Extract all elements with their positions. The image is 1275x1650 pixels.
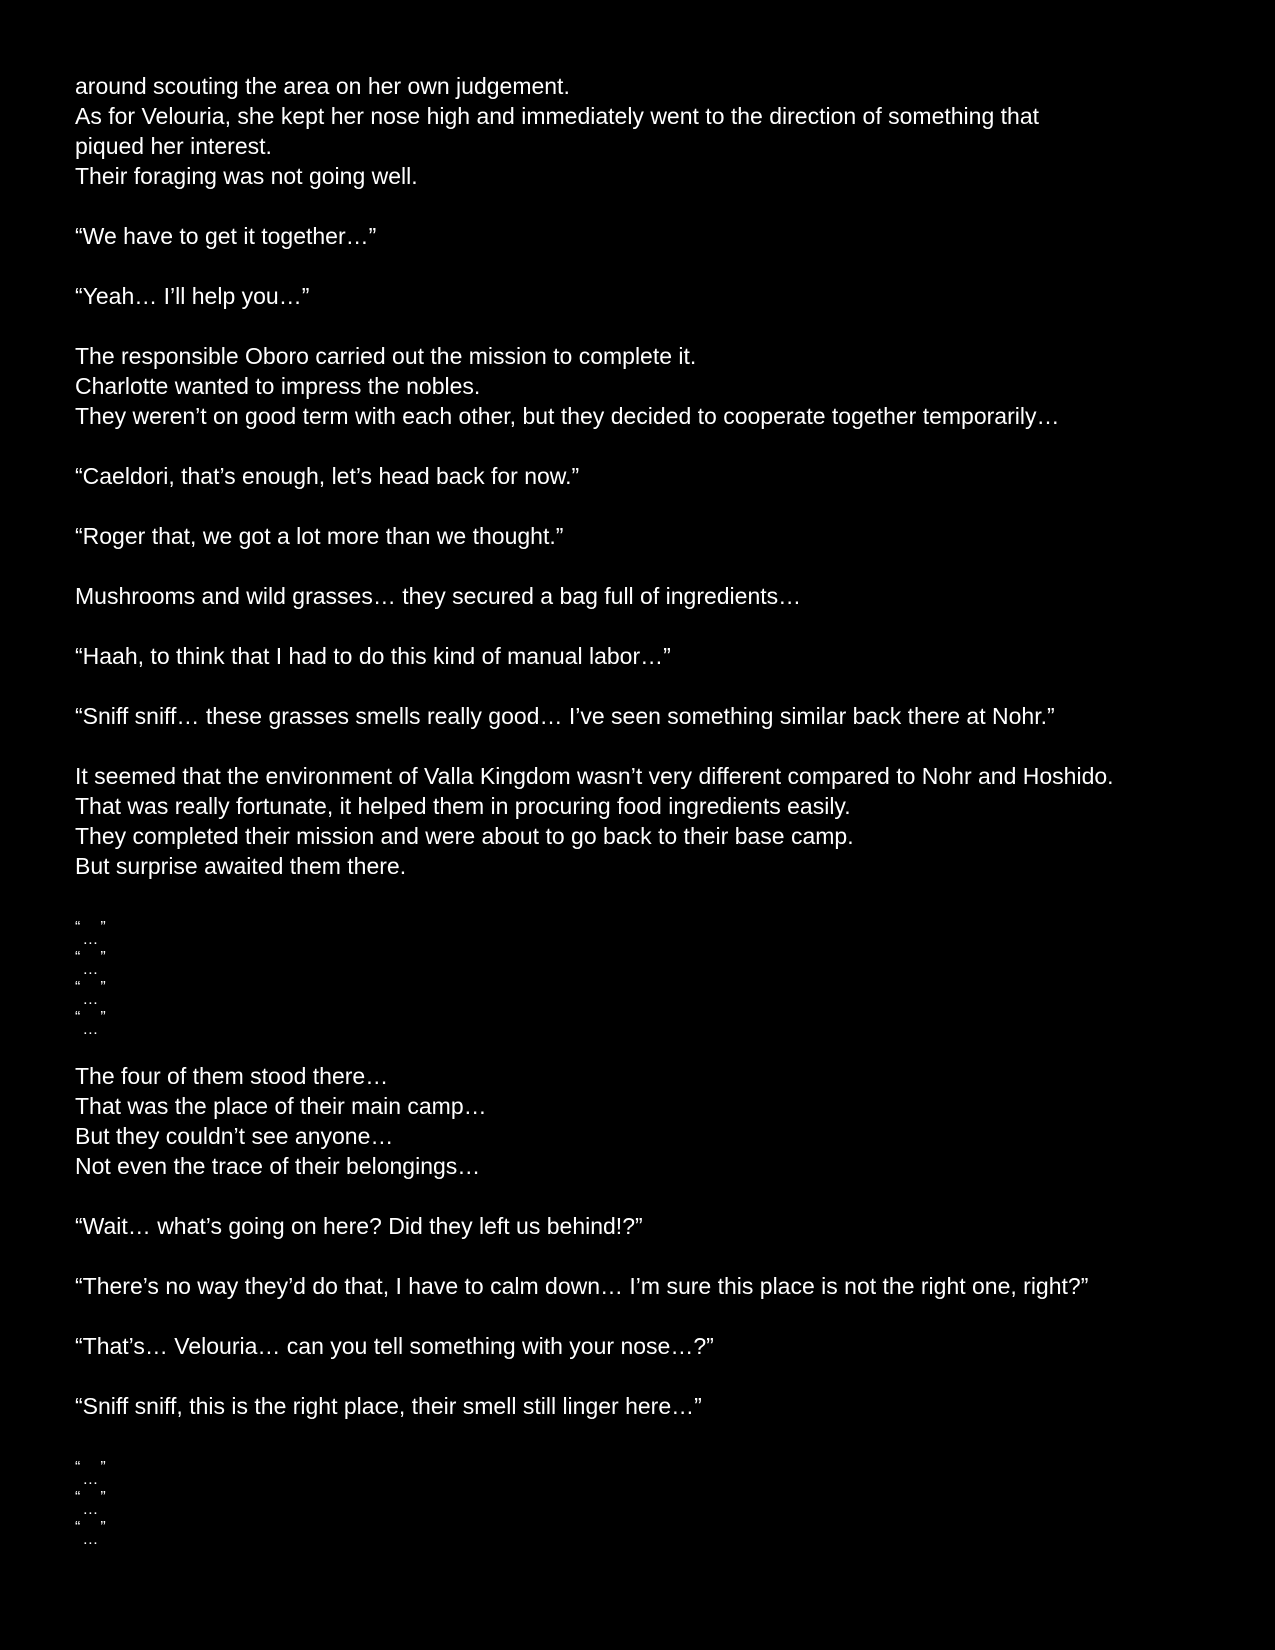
ellipsis-dialogue-line: “$_\dots$” — [75, 919, 106, 948]
blank-line — [75, 431, 1255, 461]
ellipsis-dialogue-line: “$_\dots$” — [75, 1519, 106, 1548]
text-line: Not even the trace of their belongings… — [75, 1153, 481, 1179]
text-line: “That’s… Velouria… can you tell something with your nose…?” — [75, 1333, 714, 1359]
text-line: “Caeldori, that’s enough, let’s head back for now.” — [75, 463, 580, 489]
text-line: They weren’t on good term with each other, but they decided to cooperate together temporarily… — [75, 403, 1060, 429]
blank-line — [75, 611, 1255, 641]
text-line: But they couldn’t see anyone… — [75, 1123, 394, 1149]
text-line: “Wait… what’s going on here? Did they left us behind!?” — [75, 1213, 643, 1239]
document-page — [75, 71, 1255, 1548]
text-line: “There’s no way they’d do that, I have to calm down… I’m sure this place is not the right one, right?” — [75, 1273, 1089, 1299]
text-line: That was the place of their main camp… — [75, 1093, 487, 1119]
blank-line — [75, 191, 1255, 221]
text-line: piqued her interest. — [75, 133, 272, 159]
text-line: Charlotte wanted to impress the nobles. — [75, 373, 481, 399]
text-line: “Sniff sniff, this is the right place, their smell still linger here…” — [75, 1393, 702, 1419]
text-line: “Haah, to think that I had to do this kind of manual labor…” — [75, 643, 671, 669]
blank-line — [75, 1241, 1255, 1271]
blank-line — [75, 251, 1255, 281]
text-line: Mushrooms and wild grasses… they secured a bag full of ingredients… — [75, 583, 802, 609]
text-line: That was really fortunate, it helped them in procuring food ingredients easily. — [75, 793, 851, 819]
blank-line — [75, 311, 1255, 341]
blank-line — [75, 881, 1255, 911]
blank-line — [75, 491, 1255, 521]
ellipsis-dialogue-line: “$_\dots$” — [75, 979, 106, 1008]
text-line: around scouting the area on her own judgement. — [75, 73, 570, 99]
text-line: The four of them stood there… — [75, 1063, 389, 1089]
ellipsis-dialogue-line: “$_\dots$” — [75, 1459, 106, 1488]
text-line: “Sniff sniff… these grasses smells really good… I’ve seen something similar back there at Nohr.” — [75, 703, 1055, 729]
blank-line — [75, 671, 1255, 701]
text-line: “We have to get it together…” — [75, 223, 377, 249]
blank-line — [75, 551, 1255, 581]
blank-line — [75, 1361, 1255, 1391]
ellipsis-dialogue-line: “$_\dots$” — [75, 949, 106, 978]
blank-line — [75, 1181, 1255, 1211]
blank-line — [75, 1031, 1255, 1061]
text-line: Their foraging was not going well. — [75, 163, 418, 189]
blank-line — [75, 1421, 1255, 1451]
text-line: “Roger that, we got a lot more than we thought.” — [75, 523, 564, 549]
text-line: The responsible Oboro carried out the mission to complete it. — [75, 343, 697, 369]
text-line: They completed their mission and were about to go back to their base camp. — [75, 823, 854, 849]
text-line: As for Velouria, she kept her nose high and immediately went to the direction of something that — [75, 103, 1040, 129]
blank-line — [75, 1301, 1255, 1331]
text-line: It seemed that the environment of Valla Kingdom wasn’t very different compared to Nohr and Hoshido. — [75, 763, 1114, 789]
text-line: “Yeah… I’ll help you…” — [75, 283, 310, 309]
ellipsis-dialogue-line: “$_\dots$” — [75, 1489, 106, 1518]
text-line: But surprise awaited them there. — [75, 853, 407, 879]
blank-line — [75, 731, 1255, 761]
ellipsis-dialogue-line: “$_\dots$” — [75, 1009, 106, 1038]
